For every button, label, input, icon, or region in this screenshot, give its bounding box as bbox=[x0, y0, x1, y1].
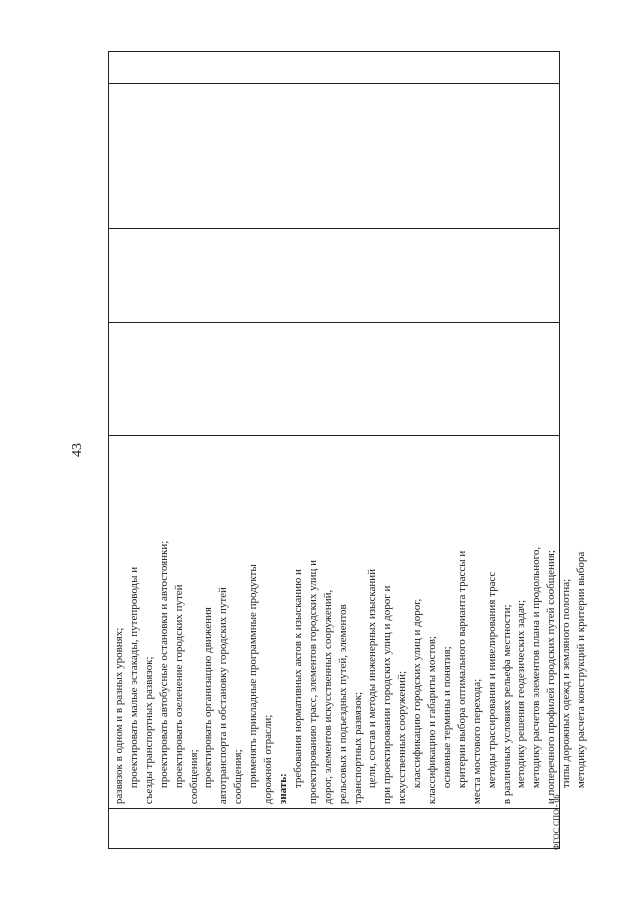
text-line: классификацию городских улиц и дорог, bbox=[411, 598, 424, 789]
table-column-requirements bbox=[109, 435, 588, 808]
text-line: проектировать озеленение городских путей bbox=[172, 584, 185, 789]
table-column-3 bbox=[109, 322, 559, 435]
text-line: проектировать малые эстакады, путепроводы и bbox=[127, 566, 140, 789]
text-line: цели, состав и методы инженерных изысканий bbox=[366, 568, 379, 789]
text-line: транспортных развязок; bbox=[351, 691, 364, 805]
text-line: сообщения; bbox=[187, 749, 200, 805]
competency-table bbox=[108, 51, 588, 849]
text-line: в различных условиях рельефа местности; bbox=[500, 604, 513, 805]
table-column-code bbox=[109, 808, 559, 848]
text-line: при проектировании городских улиц и дорог и bbox=[381, 585, 394, 805]
text-line: требования нормативных актов к изысканию и bbox=[291, 569, 304, 789]
text-line: сообщения; bbox=[232, 749, 245, 805]
text-line: основные термины и понятия; bbox=[440, 646, 453, 789]
text-line: применять прикладные программные продукты bbox=[247, 564, 260, 789]
text-line: и поперечного профилей городских путей сообщения; bbox=[545, 550, 558, 805]
table-column-4 bbox=[109, 228, 559, 323]
text-line: проектировать организацию движения bbox=[202, 607, 215, 789]
footer-standard-label: ФГОС СПО - 06 bbox=[552, 794, 561, 850]
table-column-6 bbox=[109, 52, 559, 83]
text-line: дорог, элементов искусственных сооружений, bbox=[321, 589, 334, 805]
text-line: методику расчета конструкций и критерии выбора bbox=[575, 551, 588, 789]
rotated-page bbox=[70, 50, 588, 850]
text-line: искусственных сооружений; bbox=[396, 670, 409, 805]
text-line: рельсовых и подъездных путей, элементов bbox=[336, 604, 349, 805]
text-line: классификацию и габариты мостов; bbox=[426, 636, 439, 805]
text-line: места мостового перехода; bbox=[470, 678, 483, 805]
page-number: 43 bbox=[70, 443, 85, 457]
text-line: методику решения геодезических задач; bbox=[515, 599, 528, 789]
text-line: методику расчетов элементов плана и продольного, bbox=[530, 546, 543, 789]
text-line: методы трассирования и нивелирования трасс bbox=[485, 571, 498, 789]
text-line: проектировать автобусные остановки и автостоянки; bbox=[157, 540, 170, 789]
text-line: типы дорожных одежд и земляного полотна; bbox=[560, 578, 573, 789]
text-line: проектированию трасс, элементов городских улиц и bbox=[306, 560, 319, 805]
text-line: развязок в одном и в разных уровнях; bbox=[113, 627, 125, 805]
text-line: автотранспорта и обстановку городских путей bbox=[217, 587, 230, 805]
text-line: дорожной отрасли; bbox=[262, 714, 275, 805]
text-line: критерии выбора оптимального варианта трассы и bbox=[455, 550, 468, 789]
section-heading: знать: bbox=[276, 773, 289, 805]
table-column-5 bbox=[109, 83, 559, 228]
text-line: съезды транспортных развязок; bbox=[142, 656, 155, 805]
